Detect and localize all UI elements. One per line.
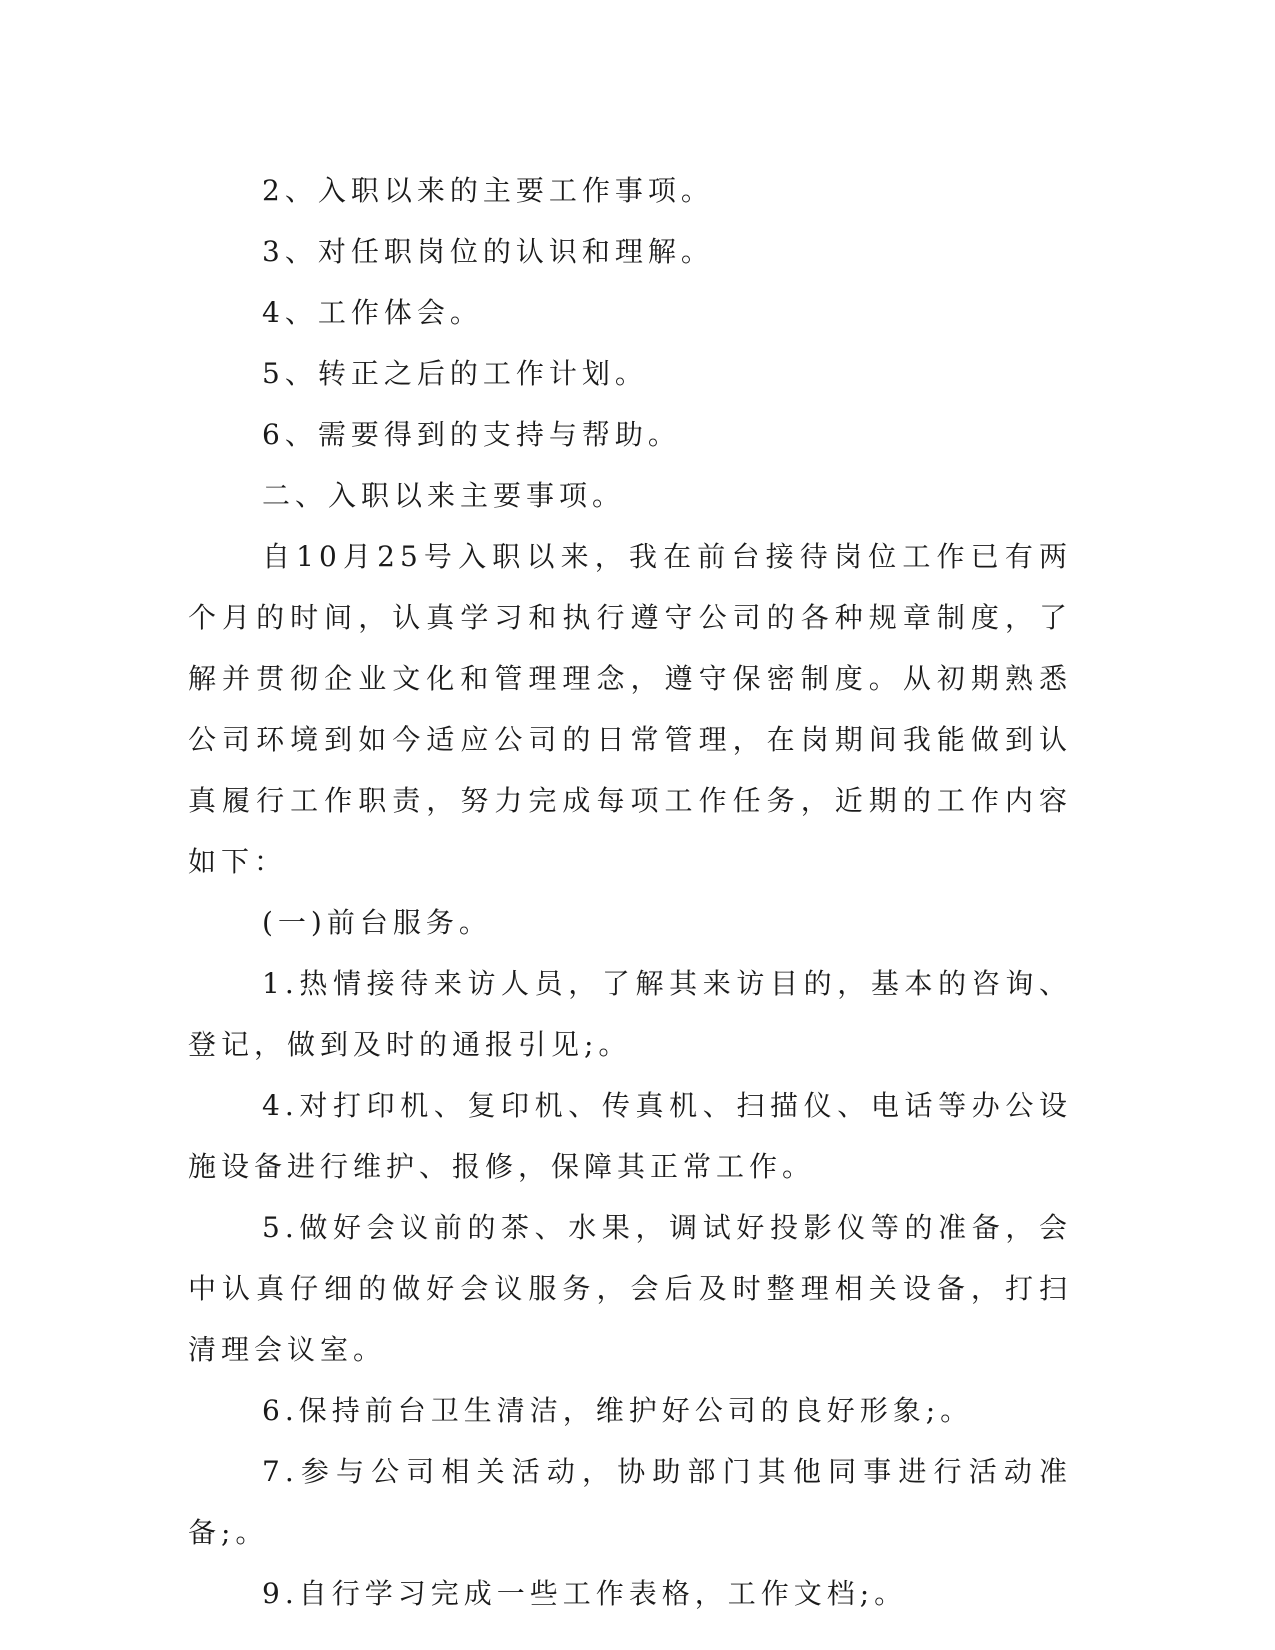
duty-item-documents: 9.自行学习完成一些工作表格，工作文档;。	[262, 1577, 908, 1610]
list-item-work-plan: 5、转正之后的工作计划。	[262, 357, 648, 390]
duty-item-equipment: 4.对打印机、复印机、传真机、扫描仪、电话等办公设施设备进行维护、报修，保障其正常工作。	[188, 1089, 1072, 1183]
duty-item-reception: 1.热情接待来访人员，了解其来访目的，基本的咨询、登记，做到及时的通报引见;。	[188, 967, 1072, 1061]
list-item-job-understanding: 3、对任职岗位的认识和理解。	[262, 235, 714, 268]
document-body	[188, 160, 1072, 1624]
duty-item-meetings: 5.做好会议前的茶、水果，调试好投影仪等的准备，会中认真仔细的做好会议服务，会后及时整理相关设备，打扫清理会议室。	[188, 1211, 1072, 1366]
section-heading-main-items: 二、入职以来主要事项。	[262, 479, 626, 512]
list-item-support-needed: 6、需要得到的支持与帮助。	[262, 418, 681, 451]
intro-paragraph: 自10月25号入职以来，我在前台接待岗位工作已有两个月的时间，认真学习和执行遵守公司的各种规章制度，了解并贯彻企业文化和管理理念，遵守保密制度。从初期熟悉公司环境到如今适应公司的日常管理，在岗期间我能做到认真履行工作职责，努力完成每项工作任务，近期的工作内容如下：	[188, 540, 1072, 878]
duty-item-activities: 7.参与公司相关活动，协助部门其他同事进行活动准备;。	[188, 1455, 1072, 1549]
list-item-work-items: 2、入职以来的主要工作事项。	[262, 174, 714, 207]
list-item-work-experience: 4、工作体会。	[262, 296, 483, 329]
subsection-heading-front-desk: (一)前台服务。	[262, 906, 492, 939]
duty-item-cleanliness: 6.保持前台卫生清洁，维护好公司的良好形象;。	[262, 1394, 974, 1427]
